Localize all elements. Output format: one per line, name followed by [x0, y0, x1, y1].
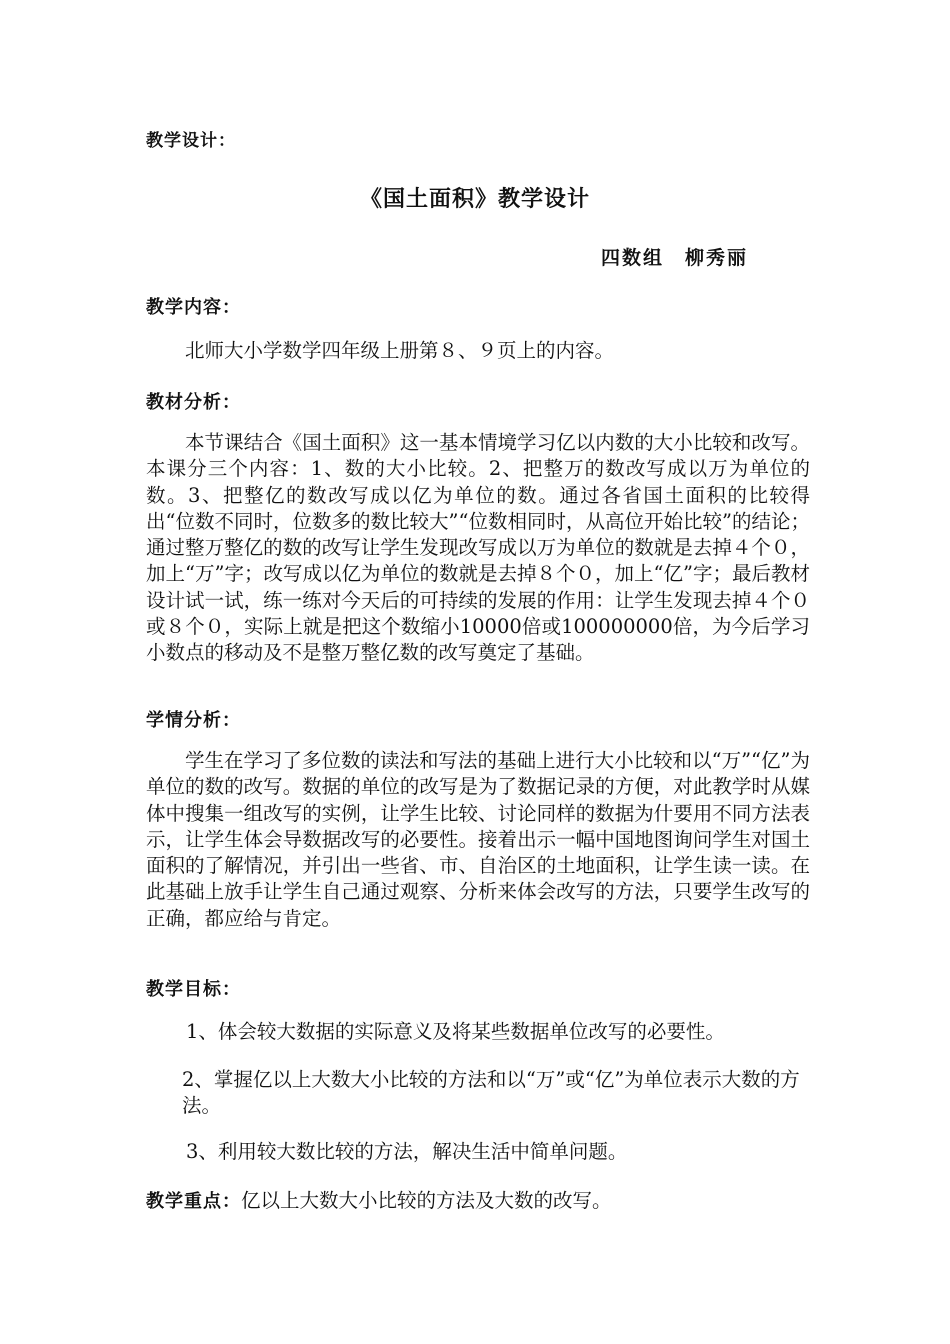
- goal-item: 3、利用较大数比较的方法，解决生活中简单问题。: [186, 1140, 628, 1163]
- author-line: 四数组 柳秀丽: [601, 247, 749, 269]
- section-heading-material: 教材分析：: [146, 392, 241, 413]
- section-text-students: 学生在学习了多位数的读法和写法的基础上进行大小比较和以“万”“亿”为单位的数的改写。数据的单位的改写是为了数据记录的方便，对此教学时从媒体中搜集一组改写的实例，让学生比较、讨论同样的数据为什要用不同方法表示，让学生体会导数据改写的必要性。接着出示一幅中国地图询问学生对国土面积的了解情况，并引出一些省、市、自治区的土地面积，让学生读一读。在此基础上放手让学生自己通过观察、分析来体会改写的方法，只要学生改写的正确，都应给与肯定。: [146, 749, 810, 930]
- goal-item: 1、体会较大数据的实际意义及将某些数据单位改写的必要性。: [186, 1020, 725, 1043]
- key-points-line: [146, 1185, 612, 1213]
- section-text-content: 北师大小学数学四年级上册第８、９页上的内容。: [185, 339, 615, 362]
- section-heading-goals: 教学目标：: [146, 979, 241, 1000]
- page-title: 《国土面积》教学设计: [359, 186, 590, 212]
- section-text-material: 本节课结合《国土面积》这一基本情境学习亿以内数的大小比较和改写。本课分三个内容：1、数的大小比较。2、把整万的数改写成以万为单位的数。3、把整亿的数改写成以亿为单位的数。通过各省国土面积的比较得出“位数不同时，位数多的数比较大”“位数相同时，从高位开始比较”的结论；通过整万整亿的数的改写让学生发现改写成以万为单位的数就是去掉４个０，加上“万”字；改写成以亿为单位的数就是去掉８个０，加上“亿”字；最后教材设计试一试，练一练对今天后的可持续的发展的作用：让学生发现去掉４个０或８个０，实际上就是把这个数缩小10000倍或100000000倍，为今后学习小数点的移动及不是整万整亿数的改写奠定了基础。: [146, 431, 810, 665]
- section-text-key-points: 亿以上大数大小比较的方法及大数的改写。: [241, 1189, 612, 1212]
- document-label: 教学设计：: [146, 131, 236, 151]
- section-heading-students: 学情分析：: [146, 710, 241, 731]
- section-heading-key-points: 教学重点：: [146, 1191, 241, 1212]
- goal-item: 2、掌握亿以上大数大小比较的方法和以“万”或“亿”为单位表示大数的方法。: [182, 1068, 800, 1117]
- section-heading-content: 教学内容：: [146, 297, 241, 318]
